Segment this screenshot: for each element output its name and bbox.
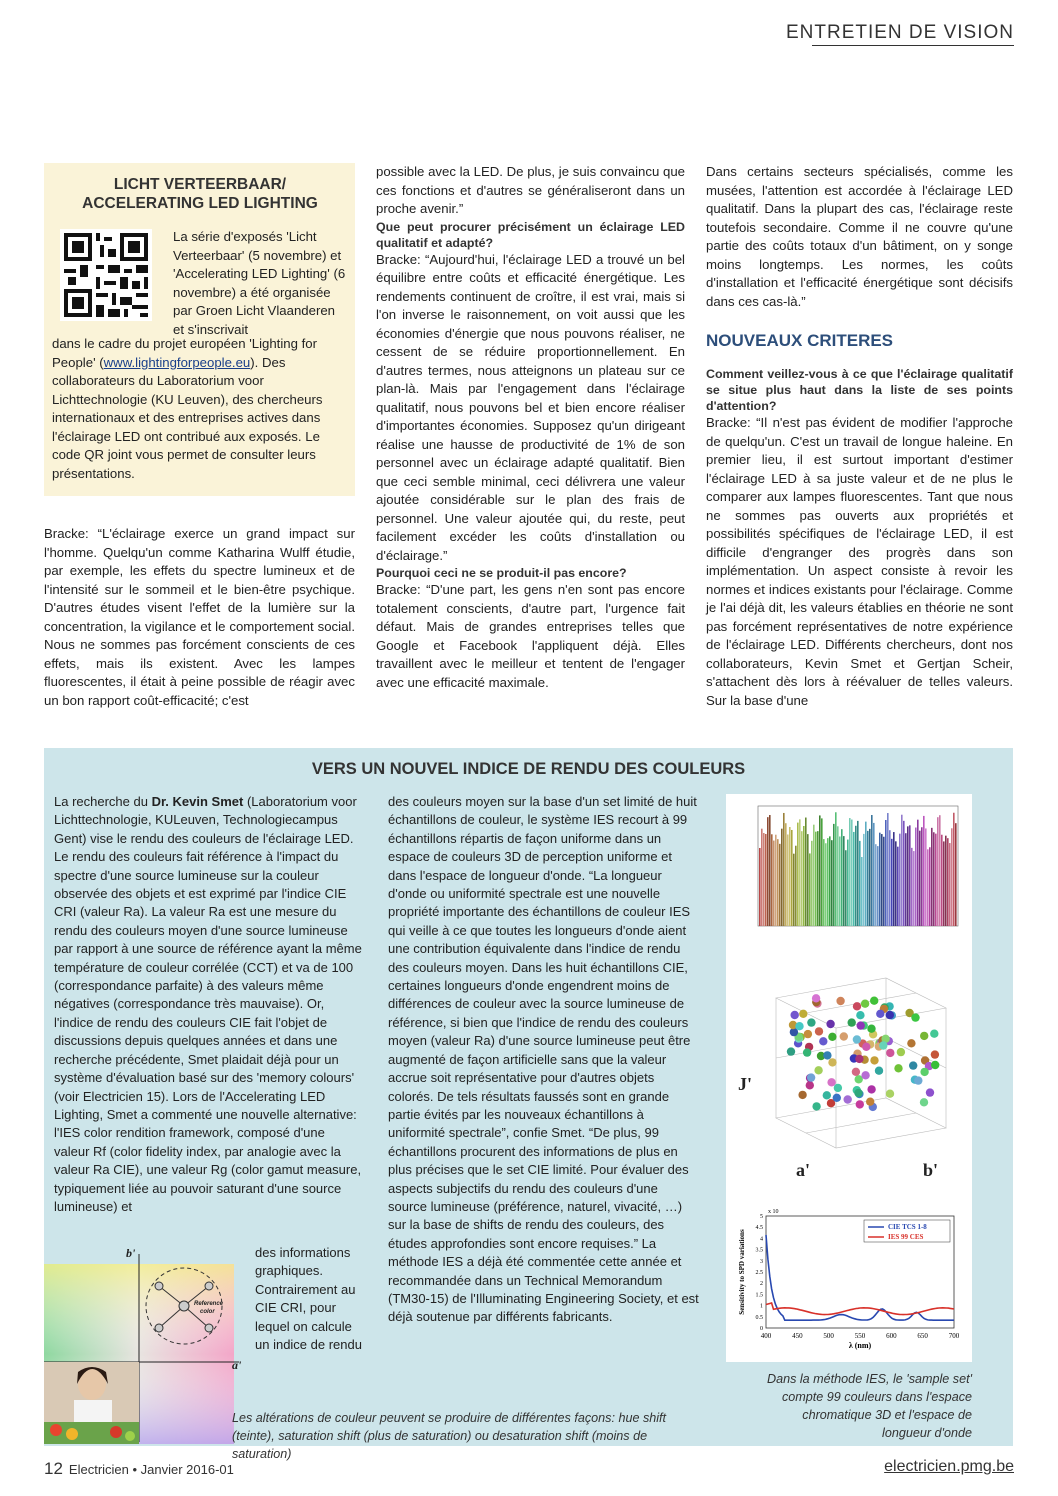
legend-label: IES 99 CES	[888, 1233, 924, 1241]
3d-color-space-plot	[736, 968, 964, 1190]
sample-bar	[869, 829, 871, 926]
y-tick-label: 0.5	[755, 1314, 763, 1321]
page-number: 12	[44, 1459, 63, 1478]
sample-bar	[891, 839, 893, 926]
sample-bar	[897, 847, 899, 926]
legend-label: CIE TCS 1-8	[888, 1223, 927, 1231]
column-3-lower	[706, 366, 1013, 710]
footer-left	[44, 1459, 234, 1479]
box-left-text-end: des informations graphiques. Contrairement au CIE CRI, pour lequel on calcule un indice de rendu	[255, 1245, 362, 1353]
sample-point	[862, 1043, 870, 1051]
sample-bar	[931, 828, 933, 926]
sample-bar	[829, 836, 831, 926]
sample-bar	[817, 831, 819, 926]
y-tick-label: 5	[760, 1214, 763, 1220]
sample-bar	[795, 846, 797, 926]
sample-bar	[831, 840, 833, 926]
sample-bar	[857, 821, 859, 926]
sample-bar	[785, 823, 787, 926]
sample-bar	[855, 826, 857, 926]
sample-bar	[953, 813, 955, 926]
sample-bar	[839, 836, 841, 926]
sample-bar	[865, 822, 867, 926]
sample-point	[852, 1068, 860, 1076]
sample-point	[844, 1095, 852, 1103]
sample-bar	[945, 836, 947, 926]
paragraph: Bracke: “D'une part, les gens n'en sont pas encore totalement conscients, d'autre part, l'urgence fait défaut. Mais de grandes entreprises telles que Google et Facebook l'appliquent déjà. Elles travaillent avec le meilleur et tentent de l'engager avec une efficacité maximale.	[376, 582, 685, 690]
sample-point	[914, 1076, 922, 1084]
sample-bar	[851, 820, 853, 926]
sample-bar	[843, 836, 845, 926]
sample-bar	[907, 826, 909, 926]
sample-point	[806, 1081, 814, 1089]
qr-code-icon[interactable]	[60, 229, 152, 321]
sample-bar	[901, 815, 903, 926]
sample-bar	[781, 829, 783, 926]
sample-point	[834, 1084, 842, 1092]
sample-bar	[885, 820, 887, 926]
paragraph: Dans certains secteurs spécialisés, comme les musées, l'attention est accordée à l'éclairage LED qualitatif. Dans la plupart des cas, l'éclairage reste toutefois secondaire. Comme il ne couvre qu'une partie des coûts totaux d'un bâtiment, on y songe moins longtemps. Les normes, les coûts d'installation et l'efficacité énergétique sont décisifs dans ces cas-là.”	[706, 164, 1013, 309]
sample-bar	[783, 813, 785, 926]
sample-point	[795, 1022, 803, 1030]
sample-bar	[933, 832, 935, 926]
sample-point	[931, 1050, 939, 1058]
sample-bar	[849, 818, 851, 926]
sample-bar	[873, 823, 875, 926]
sample-point	[876, 1010, 884, 1018]
sample-bar	[835, 812, 837, 926]
sample-bar	[883, 837, 885, 926]
axis-b-label: b'	[126, 1246, 136, 1260]
figure-caption-right: Dans la méthode IES, le 'sample set' compte 99 couleurs dans l'espace chromatique 3D et l'espace de longueur d'onde	[766, 1372, 972, 1440]
sample-point	[907, 1039, 915, 1047]
sample-bar	[813, 825, 815, 926]
sample-point	[867, 1085, 875, 1093]
sample-point	[814, 1066, 822, 1074]
y-tick-label: 0	[760, 1326, 763, 1332]
sample-point	[828, 1058, 836, 1066]
sidebar-intro-text: La série d'exposés 'Licht Verteerbaar' (5 novembre) et 'Accelerating LED Lighting' (6 novembre) a été organisée par Groen Licht Vlaanderen et s'inscrivait	[173, 229, 346, 337]
sample-point	[798, 1091, 806, 1099]
sample-point	[804, 1030, 812, 1038]
x-tick-label: 600	[886, 1332, 897, 1340]
sample-point	[856, 1100, 864, 1108]
sample-bar	[763, 833, 765, 926]
sample-bar	[935, 834, 937, 926]
sample-bar	[773, 841, 775, 926]
y-tick-label: 1.5	[755, 1292, 763, 1299]
paragraph: Bracke: “Aujourd'hui, l'éclairage LED a trouvé un bel équilibre entre coûts et efficacité énergétique. Les rendements continuent de croître, il est vrai, mais si l'on inverse le raisonnement, on voit aussi que les économies d'énergie que nous pouvons réaliser, ne cessent de se réduire proportionnellement. En d'autres termes, nous atteignons un plateau sur ce plan-là. Mais par l'engagement dans l'éclairage qualitatif, nous pouvons bel et bien encore réaliser d'importantes économies. Supposez qu'un dirigeant réalise une hausse de productivité de 1% de son personnel avec un éclairage adapté qualitatif. Bien que ceci semble minimal, ceci délivrera une valeur ajoutée considérable sur le plan des frais de personnel. Une valeur ajoutée qui, du reste, peut facilement excéder les coûts d'installation ou d'éclairage.”	[376, 251, 685, 563]
box-left-text: La recherche du Dr. Kevin Smet (Laboratorium voor Lichttechnologie, KULeuven, Technologiecampus Gent) vise le rendu des couleurs de l'éclairage LED. Le rendu des couleurs fait référence à l'impact du spectre d'une source lumineuse sur la couleur observée des objets et est exprimé par l'indice CIE CRI (valeur Ra). La valeur Ra est une mesure du rendu des couleurs moyen d'une source lumineuse par rapport à une source de référence ayant la même température de couleur corrélée (CCT) et va de 100 (correspondance parfaite) à des valeurs même négatives (correspondance très mauvaise). Or, l'indice de rendu des couleurs CIE fait l'objet de discussions depuis quelques années et dans une recherche précédente, Smet plaidait déjà pour un système d'évaluation basé sur des 'memory colours' (voir Electricien 15). Lors de l'Accelerating LED Lighting, Smet a commenté une nouvelle alternative: l'IES color rendition framework, composé d'une valeur Rf (color fidelity index, par analogie avec la valeur Ra CIE), une valeur Rg (color gamut measure, typiquement liée au pouvoir saturant d'une source lumineuse) et	[54, 794, 362, 1214]
column-2	[376, 163, 685, 692]
sample-point	[857, 1021, 865, 1029]
sample-point	[931, 1061, 939, 1069]
magazine-name: Electricien • Janvier 2016-01	[68, 1462, 234, 1477]
sample-point	[827, 1078, 835, 1086]
sample-point	[826, 1020, 834, 1028]
sample-bar	[775, 835, 777, 926]
sample-point	[897, 1048, 905, 1056]
paragraph: Bracke: “Il n'est pas évident de modifier l'approche de quelqu'un. C'est un travail de longue haleine. En premier lieu, il est surtout important d'estimer l'éclairage LED à sa juste valeur et de ne plus le comparer aux lampes fluorescentes. Tant que nous ne sommes pas ouverts aux propriétés et possibilités spécifiques de l'éclairage LED, il est difficile d'engranger des progrès dans son implémentation. Un aspect consiste à revoir les normes et indices existants pour l'éclairage. Comme je l'ai déjà dit, les valeurs établies en théorie ne sont pas forcément représentatives de notre expérience de l'éclairage LED. Différents chercheurs, dont nos collaborateurs, Kevin Smet et Gertjan Scheir, s'attachent dès lors à réévaluer de telles valeurs. Sur la base d'une	[706, 415, 1013, 708]
x-axis-label: λ (nm)	[848, 1341, 872, 1350]
sample-bar	[879, 833, 881, 926]
reference-color-label: Reference color	[194, 1301, 224, 1315]
sample-bar	[827, 838, 829, 926]
sample-bar	[845, 850, 847, 926]
sidebar-body-text: dans le cadre du projet européen 'Lighting for People' (www.lightingforpeople.eu). Des collaborateurs du Laboratorium voor Lichttechnologie (KU Leuven), des chercheurs internationaux et des entreprises actives dans l'éclairage LED ont contribué aux exposés. Le code QR joint vous permet de consulter leurs présentations.	[52, 336, 323, 481]
sample-bar	[771, 834, 773, 926]
sample-bar	[759, 848, 761, 926]
y-tick-label: 3	[760, 1258, 763, 1265]
sample-bar	[797, 823, 799, 926]
sample-bar	[899, 834, 901, 926]
y-tick-label: 1	[760, 1303, 763, 1310]
figure-caption-bottom: Les altérations de couleur peuvent se produire de différentes façons: hue shift (teinte), saturation shift (plus de saturation) ou desaturation shift (moins de saturation)	[232, 1411, 667, 1461]
sample-bar	[913, 851, 915, 926]
x-tick-label: 500	[823, 1332, 834, 1340]
sample-bar	[847, 840, 849, 926]
sample-point	[812, 994, 820, 1002]
sample-point	[920, 1032, 928, 1040]
sample-point	[920, 1098, 928, 1106]
sidebar-title: LICHT VERTEERBAAR/ ACCELERATING LED LIGHTING	[82, 176, 318, 212]
sample-point	[840, 1032, 848, 1040]
sample-point	[875, 1067, 883, 1075]
sample-point	[819, 1037, 827, 1045]
sample-bar	[939, 815, 941, 926]
x-tick-label: 550	[854, 1332, 866, 1340]
box-middle-text: des couleurs moyen sur la base d'un set limité de huit échantillons de couleur, le système IES recourt à 99 échantillons répartis de façon uniforme dans un espace de couleurs 3D de perception uniforme et dans l'espace de longueur d'onde. “La longueur d'onde ou uniformité spectrale est une nouvelle propriété importante des échantillons de couleur IES qui veille à ce que toutes les longueurs d'onde aient une contribution équivalente dans l'indice de rendu des couleurs moyen. Dans les huit échantillons CIE, certaines longueurs d'onde engendrent moins de différences de couleur avec la source lumineuse de référence, si bien que l'indice de rendu des couleurs moyen (valeur Ra) d'une source lumineuse peut être augmenté de façon artificielle sans que la valeur accrue soit représentative pour d'autres objets colorés. De tels résultats faussés sont en grande partie évités par les nouveaux échantillons à uniformité spectrale”, confie Smet. “De plus, 99 échantillons procurent des informations de plus en plus précises que le set CIE limité. Pour évaluer des aspects subjectifs du rendu des couleurs d'une source lumineuse (préférence, naturel, vivacité, …) sur la base de shifts de rendu des couleurs, des études approfondies sont encore requises.” La méthode IES a déjà été commentée cette année et recommandée dans un Technical Memorandum (TM30-15) de l'Illuminating Engineering Society, et est déjà soutenue par différents fabricants.	[388, 794, 699, 1325]
y-axis-label: Sensitivity to SPD variations	[738, 1229, 746, 1315]
sample-bar	[941, 835, 943, 926]
sample-bar	[799, 819, 801, 926]
sample-bar	[881, 834, 883, 926]
sensitivity-line-chart	[736, 1204, 964, 1358]
sample-bar	[815, 832, 817, 926]
sample-bar	[909, 825, 911, 926]
sample-point	[807, 1073, 815, 1081]
sample-bar	[791, 830, 793, 926]
sample-point	[833, 1094, 841, 1102]
sample-point	[866, 1098, 874, 1106]
sample-bar	[889, 830, 891, 926]
sample-bar	[951, 828, 953, 926]
sample-point	[856, 1011, 864, 1019]
sample-point	[791, 1011, 799, 1019]
question: Pourquoi ceci ne se produit-il pas encore?	[376, 566, 627, 580]
sample-bar	[887, 813, 889, 926]
question: Que peut procurer précisément un éclairage LED qualitatif et adapté?	[376, 219, 685, 250]
sample-bar	[895, 841, 897, 926]
y-tick-label: 4.5	[755, 1225, 763, 1232]
sample-bar	[809, 853, 811, 926]
sample-bar	[787, 835, 789, 926]
sample-point	[886, 1090, 894, 1098]
sample-point	[861, 1071, 869, 1079]
sample-bar	[929, 847, 931, 926]
section-title-rule	[812, 45, 1014, 46]
sample-point	[803, 1048, 811, 1056]
sample-point	[920, 1068, 928, 1076]
y-tick-label: 3.5	[755, 1247, 763, 1254]
sidebar-link[interactable]: www.lightingforpeople.eu	[103, 354, 251, 370]
sample-point	[930, 1030, 938, 1038]
sample-point	[909, 1061, 917, 1069]
y-exponent-label: x 10	[768, 1209, 779, 1215]
sample-bar	[825, 843, 827, 926]
sample-bar	[807, 834, 809, 926]
sample-bar	[793, 854, 795, 926]
x-tick-label: 700	[948, 1332, 960, 1340]
sample-point	[848, 1018, 856, 1026]
sample-bar	[803, 826, 805, 926]
sample-point	[886, 1049, 894, 1057]
sample-bar	[841, 829, 843, 926]
sample-bar	[761, 829, 763, 926]
sample-point	[812, 1102, 820, 1110]
sample-point	[894, 1064, 902, 1072]
sample-bar	[789, 827, 791, 926]
sample-bar	[765, 834, 767, 926]
sample-bar	[955, 823, 957, 926]
sample-bar	[917, 820, 919, 926]
sample-bar	[833, 824, 835, 926]
sample-bar	[927, 849, 929, 926]
sample-bar	[777, 839, 779, 926]
sample-bar	[811, 841, 813, 926]
axis-a-label: a'	[796, 1160, 811, 1180]
sample-point	[853, 1035, 861, 1043]
sample-bar	[863, 834, 865, 926]
sample-point	[886, 1011, 894, 1019]
sample-bar	[943, 841, 945, 926]
sample-bar	[919, 831, 921, 926]
column-3	[706, 163, 1013, 311]
sample-point	[807, 1018, 815, 1026]
sample-bar	[871, 815, 873, 926]
sample-bar	[923, 816, 925, 926]
color-shift-diagram	[44, 1244, 250, 1444]
sample-bar	[853, 832, 855, 926]
sample-point	[836, 997, 844, 1005]
sample-bar	[877, 846, 879, 926]
axis-b-label: b'	[923, 1160, 939, 1180]
sample-bar	[779, 844, 781, 926]
sample-bar	[921, 827, 923, 926]
sample-point	[823, 1091, 831, 1099]
footer-website-link[interactable]: electricien.pmg.be	[884, 1458, 1014, 1475]
sample-bar	[801, 831, 803, 926]
sample-point	[911, 1013, 919, 1021]
sample-bar	[875, 844, 877, 926]
sample-bar	[915, 828, 917, 926]
sample-point	[853, 1002, 861, 1010]
sample-bar	[837, 826, 839, 926]
sample-bar	[867, 831, 869, 926]
y-tick-label: 4	[760, 1236, 763, 1243]
y-tick-label: 2.5	[755, 1270, 763, 1276]
sample-bar	[947, 838, 949, 926]
x-tick-label: 650	[917, 1332, 928, 1340]
x-tick-label: 400	[760, 1332, 772, 1340]
sample-bar	[937, 817, 939, 926]
sample-point	[867, 1025, 875, 1033]
info-box-title: VERS UN NOUVEL INDICE DE RENDU DES COULEURS	[311, 760, 746, 778]
y-tick-label: 2	[760, 1281, 763, 1288]
sample-point	[828, 1033, 836, 1041]
sample-bar	[805, 818, 807, 926]
column-1	[44, 525, 355, 710]
sample-point	[879, 1041, 887, 1049]
sample-point	[799, 1010, 807, 1018]
sample-point	[815, 1027, 823, 1035]
sample-point	[823, 1051, 831, 1059]
sample-bar	[823, 839, 825, 926]
sample-point	[787, 1047, 795, 1055]
sample-point	[870, 1056, 878, 1064]
sample-bar	[767, 817, 769, 926]
paragraph: Bracke: “L'éclairage exerce un grand impact sur l'homme. Quelqu'un comme Katharina Wulff étudie, par exemple, les effets du spectre lumineux et de l'intensité sur le sommeil et le bien-être psychique. D'autres études visent l'effet de la lumière sur la concentration, la vigilance et le comportement social. Nous ne sommes pas forcément conscients de ces effets, mais ils existent. Avec les lampes fluorescentes, il était à peine possible de réagir avec un bon rapport coût-efficacité; c'est	[44, 526, 355, 708]
sample-bar	[893, 832, 895, 926]
sample-bar	[821, 818, 823, 926]
sample-bar	[903, 821, 905, 926]
sample-bar	[949, 843, 951, 926]
sample-bar	[769, 815, 771, 926]
sample-bar	[861, 857, 863, 926]
sample-bar	[911, 848, 913, 926]
sample-bar	[859, 841, 861, 926]
x-tick-label: 450	[792, 1332, 803, 1340]
paragraph: possible avec la LED. De plus, je suis convaincu que ces fonctions et d'autres se généraliseront dans un proche avenir.”	[376, 164, 685, 216]
sample-bar-chart	[736, 802, 964, 964]
sample-point	[926, 1088, 934, 1096]
sample-point	[855, 1055, 863, 1063]
axis-j-label: J'	[738, 1074, 753, 1094]
question: Comment veillez-vous à ce que l'éclairage qualitatif se situe plus haut dans la liste de ses points d'attention?	[706, 367, 1013, 413]
sample-point	[870, 997, 878, 1005]
sample-point	[854, 1089, 862, 1097]
sample-bar	[819, 815, 821, 926]
subheading: NOUVEAUX CRITERES	[706, 331, 894, 350]
sample-point	[861, 1000, 869, 1008]
sample-bar	[925, 828, 927, 926]
sample-bar	[905, 833, 907, 926]
axis-a-label: a'	[232, 1358, 242, 1372]
section-title: ENTRETIEN DE VISION	[785, 22, 1014, 43]
